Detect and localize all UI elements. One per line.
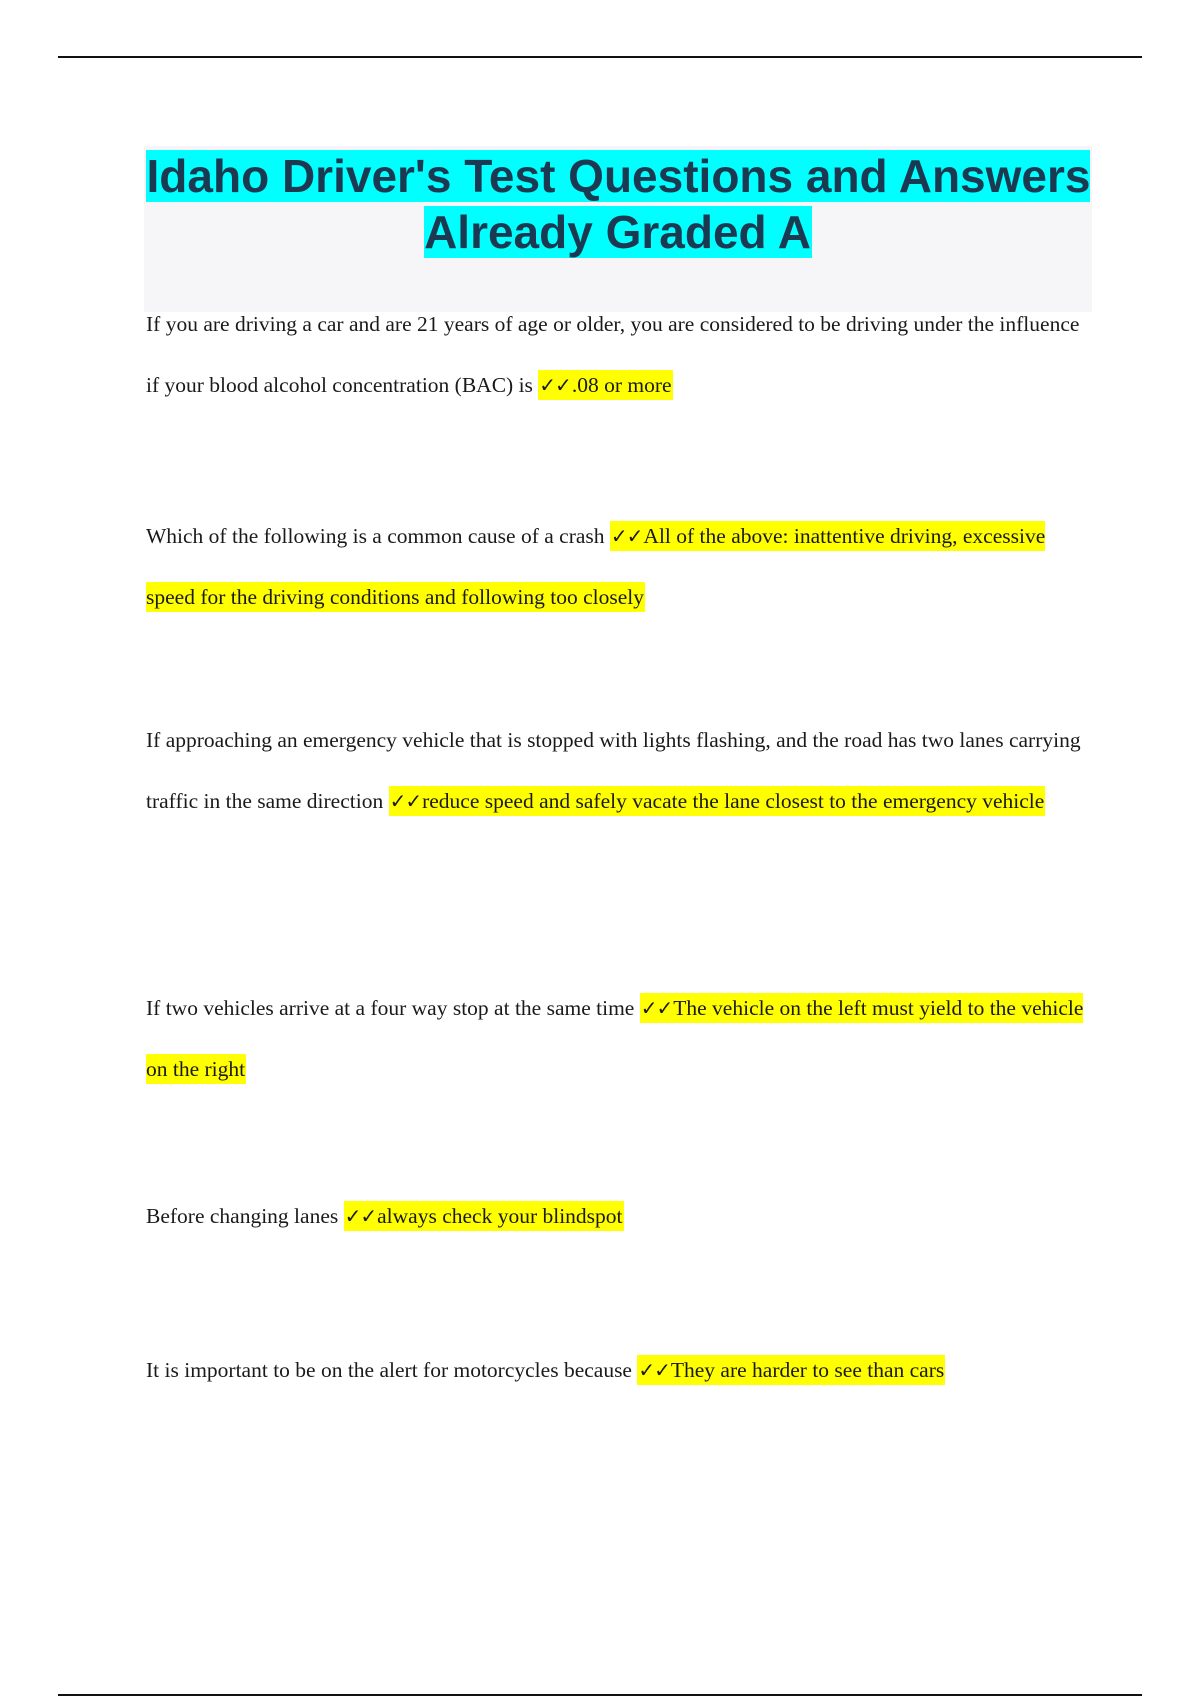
answer-highlight	[389, 786, 1046, 816]
qa-item-2	[146, 506, 1086, 628]
check-icon: ✓✓	[610, 524, 643, 548]
bottom-rule	[58, 1694, 1142, 1696]
qa-item-4	[146, 978, 1086, 1100]
answer-text: They are harder to see than cars	[670, 1358, 945, 1382]
question-text: If you are driving a car and are 21 years of age or older, you are considered to be driving under the influence if your blood alcohol concentration (BAC) is	[146, 312, 1080, 397]
question-text: If approaching an emergency vehicle that is stopped with lights flashing, and the road has two lanes carrying traffic in the same direction	[146, 728, 1081, 813]
check-icon: ✓✓	[344, 1204, 377, 1228]
title-banner	[144, 146, 1092, 312]
answer-text: always check your blindspot	[377, 1204, 623, 1228]
qa-item-6	[146, 1340, 1086, 1401]
check-icon: ✓✓	[640, 996, 673, 1020]
answer-text: The vehicle on the left must yield to the vehicle on the right	[146, 996, 1084, 1081]
answer-text: All of the above: inattentive driving, excessive speed for the driving conditions and following too closely	[146, 524, 1046, 609]
document-title-text: Idaho Driver's Test Questions and Answers Already Graded A	[146, 150, 1091, 258]
question-text: Before changing lanes	[146, 1204, 344, 1228]
top-rule	[58, 56, 1142, 58]
question-text: Which of the following is a common cause of a crash	[146, 524, 610, 548]
answer-highlight	[538, 370, 672, 400]
answer-highlight	[344, 1201, 624, 1231]
check-icon: ✓✓	[389, 789, 422, 813]
question-text: It is important to be on the alert for motorcycles because	[146, 1358, 638, 1382]
document-title	[144, 146, 1092, 260]
qa-item-1	[146, 294, 1086, 416]
answer-text: reduce speed and safely vacate the lane closest to the emergency vehicle	[422, 789, 1045, 813]
check-icon: ✓✓	[539, 373, 571, 397]
answer-text: .08 or more	[571, 373, 672, 397]
qa-item-3	[146, 710, 1086, 832]
qa-item-5	[146, 1186, 1086, 1247]
check-icon: ✓✓	[638, 1358, 670, 1382]
question-text: If two vehicles arrive at a four way stop at the same time	[146, 996, 640, 1020]
answer-highlight	[637, 1355, 945, 1385]
